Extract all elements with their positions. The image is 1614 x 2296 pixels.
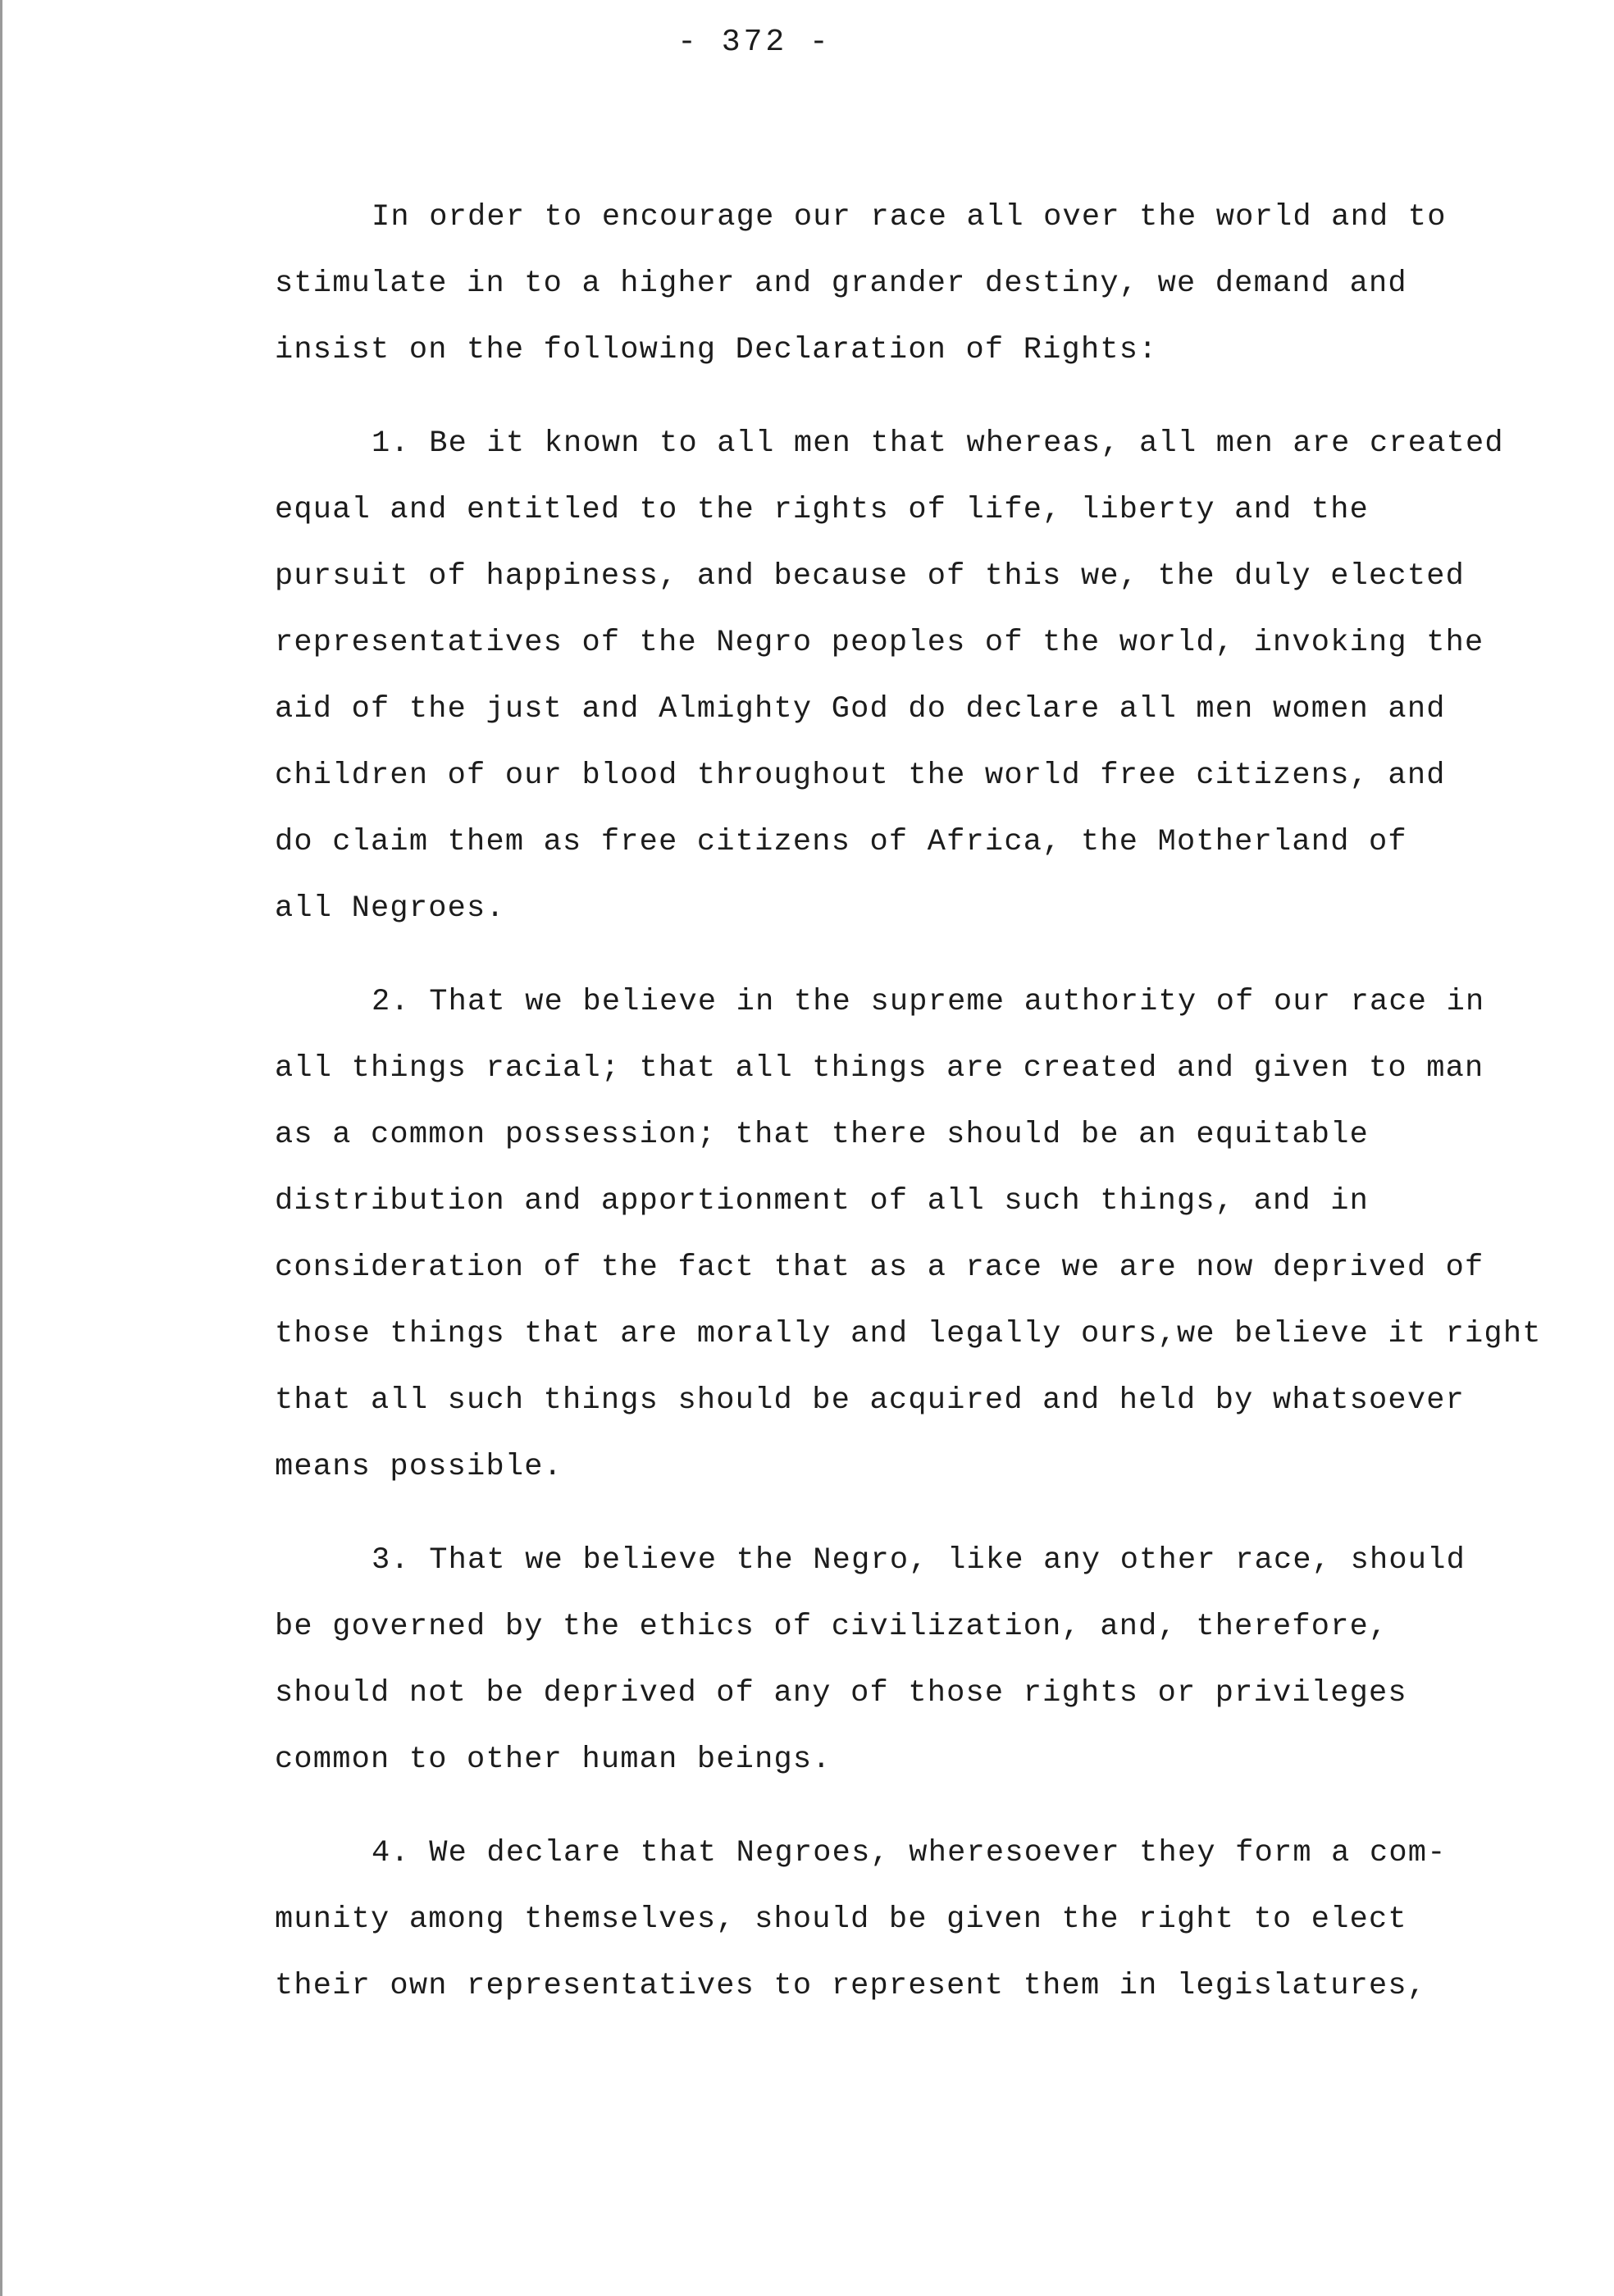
text-line: means possible. — [275, 1450, 563, 1484]
scan-left-edge — [0, 0, 2, 2296]
text-line: 2. That we believe in the supreme authority of our race in — [372, 985, 1485, 1019]
text-line: distribution and apportionment of all such things, and in — [275, 1184, 1370, 1219]
text-line: be governed by the ethics of civilization, and, therefore, — [275, 1610, 1388, 1644]
text-line: those things that are morally and legally ours,we believe it right — [275, 1317, 1542, 1351]
paragraph-intro — [275, 184, 1587, 384]
text-line: 3. That we believe the Negro, like any other race, should — [372, 1543, 1466, 1578]
text-line: all things racial; that all things are created and given to man — [275, 1051, 1484, 1086]
text-line: pursuit of happiness, and because of this we, the duly elected — [275, 559, 1466, 594]
paragraph-article-4 — [275, 1820, 1587, 2020]
text-line: equal and entitled to the rights of life, liberty and the — [275, 493, 1370, 527]
text-line: 1. Be it known to all men that whereas, all men are created — [372, 426, 1504, 461]
text-line: should not be deprived of any of those rights or privileges — [275, 1676, 1407, 1711]
text-line: do claim them as free citizens of Africa, the Motherland of — [275, 825, 1407, 859]
text-line: that all such things should be acquired and held by whatsoever — [275, 1383, 1466, 1418]
text-line: common to other human beings. — [275, 1742, 832, 1777]
text-line: In order to encourage our race all over the world and to — [372, 200, 1447, 235]
paragraph-article-3 — [275, 1528, 1587, 1793]
text-line: stimulate in to a higher and grander destiny, we demand and — [275, 266, 1407, 301]
text-line: consideration of the fact that as a race we are now deprived of — [275, 1250, 1484, 1285]
text-line: all Negroes. — [275, 891, 505, 926]
text-line: their own representatives to represent them in legislatures, — [275, 1969, 1427, 2003]
page-number: - 372 - — [677, 25, 832, 60]
text-line: children of our blood throughout the world free citizens, and — [275, 758, 1446, 793]
text-line: aid of the just and Almighty God do declare all men women and — [275, 692, 1446, 727]
text-line: 4. We declare that Negroes, wheresoever they form a com- — [372, 1836, 1447, 1870]
text-line: as a common possession; that there should be an equitable — [275, 1118, 1370, 1152]
paragraph-article-2 — [275, 969, 1587, 1501]
text-line: insist on the following Declaration of Rights: — [275, 333, 1158, 367]
document-body — [275, 184, 1587, 2047]
text-line: munity among themselves, should be given the right to elect — [275, 1902, 1407, 1937]
text-line: representatives of the Negro peoples of the world, invoking the — [275, 626, 1484, 660]
paragraph-article-1 — [275, 411, 1587, 942]
